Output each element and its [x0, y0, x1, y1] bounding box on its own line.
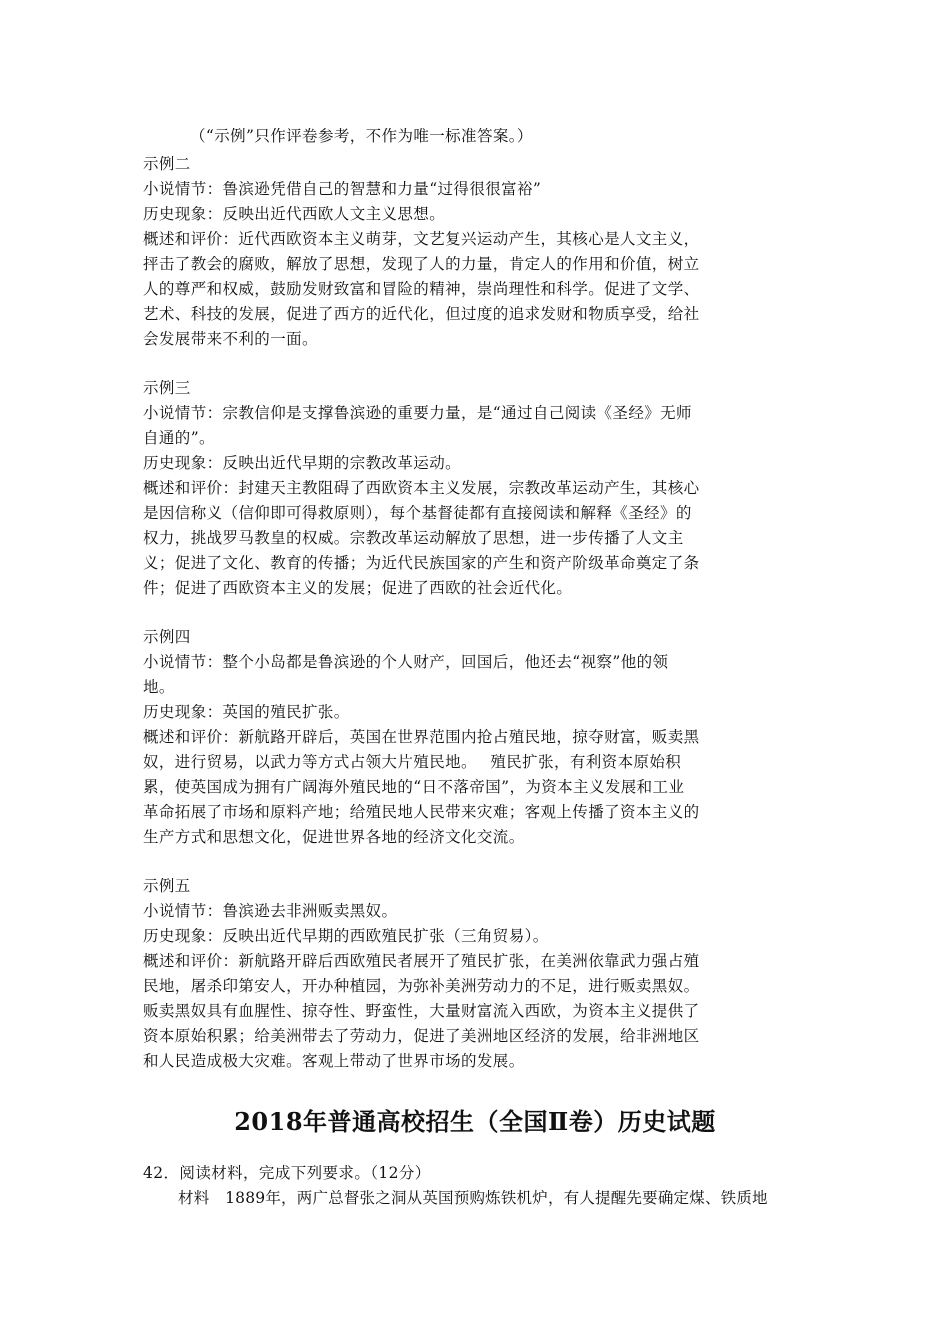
example-5-line: 资本原始积累；给美洲带去了劳动力，促进了美洲地区经济的发展，给非洲地区: [143, 1027, 700, 1045]
example-5-line: 历史现象：反映出近代早期的西欧殖民扩张（三角贸易）。: [143, 927, 549, 945]
example-4-line: 概述和评价：新航路开辟后，英国在世界范围内抢占殖民地，掠夺财富，贩卖黑: [143, 728, 700, 746]
example-3-line: 件；促进了西欧资本主义的发展；促进了西欧的社会近代化。: [143, 579, 573, 597]
example-5-line: 民地，屠杀印第安人，开办种植园，为弥补美洲劳动力的不足，进行贩卖黑奴。: [143, 977, 700, 995]
exam-title: 2018年普通高校招生（全国Ⅱ卷）历史试题: [234, 1107, 716, 1136]
example-3-line: 历史现象：反映出近代早期的宗教改革运动。: [143, 454, 462, 472]
example-3-title: 示例三: [143, 379, 191, 397]
question-material: 材料 1889年，两广总督张之洞从英国预购炼铁机炉，有人提醒先要确定煤、铁质地: [178, 1189, 768, 1207]
example-4-title: 示例四: [143, 628, 191, 646]
example-2-line: 抨击了教会的腐败，解放了思想，发现了人的力量，肯定人的作用和价值，树立: [143, 255, 700, 273]
example-2-line: 人的尊严和权威，鼓励发财致富和冒险的精神，崇尚理性和科学。促进了文学、: [143, 280, 700, 298]
example-3-line: 概述和评价：封建天主教阻碍了西欧资本主义发展，宗教改革运动产生，其核心: [143, 479, 700, 497]
question-prompt: 42．阅读材料，完成下列要求。（12分）: [143, 1164, 431, 1182]
example-2-line: 历史现象：反映出近代西欧人文主义思想。: [143, 205, 446, 223]
example-2-line: 小说情节：鲁滨逊凭借自己的智慧和力量“过得很很富裕”: [143, 180, 542, 198]
example-3-line: 自通的”。: [143, 429, 215, 447]
example-4-line: 历史现象：英国的殖民扩张。: [143, 703, 350, 721]
example-3-line: 义；促进了文化、教育的传播；为近代民族国家的产生和资产阶级革命奠定了条: [143, 554, 700, 572]
example-5-line: 概述和评价：新航路开辟后西欧殖民者展开了殖民扩张，在美洲依靠武力强占殖: [143, 952, 700, 970]
example-5-line: 贩卖黑奴具有血腥性、掠夺性、野蛮性，大量财富流入西欧，为资本主义提供了: [143, 1002, 700, 1020]
example-5-line: 和人民造成极大灾难。客观上带动了世界市场的发展。: [143, 1052, 525, 1070]
example-3-line: 是因信称义（信仰即可得救原则），每个基督徒都有直接阅读和解释《圣经》的: [143, 504, 692, 522]
example-4-line: 革命拓展了市场和原料产地；给殖民地人民带来灾难；客观上传播了资本主义的: [143, 803, 700, 821]
example-4-line: 累，使英国成为拥有广阔海外殖民地的“日不落帝国”，为资本主义发展和工业: [143, 778, 685, 796]
example-3-line: 小说情节：宗教信仰是支撑鲁滨逊的重要力量，是“通过自己阅读《圣经》无师: [143, 404, 692, 422]
example-2-line: 艺术、科技的发展，促进了西方的近代化，但过度的追求发财和物质享受，给社: [143, 305, 700, 323]
example-2-line: 概述和评价：近代西欧资本主义萌芽，文艺复兴运动产生，其核心是人文主义，: [143, 230, 700, 248]
example-4-line: 生产方式和思想文化，促进世界各地的经济文化交流。: [143, 828, 525, 846]
example-2-line: 会发展带来不利的一面。: [143, 330, 318, 348]
example-4-line: 奴，进行贸易，以武力等方式占领大片殖民地。 殖民扩张，有利资本原始积: [143, 753, 682, 771]
example-5-line: 小说情节：鲁滨逊去非洲贩卖黑奴。: [143, 902, 398, 920]
example-4-line: 地。: [143, 678, 175, 696]
example-3-line: 权力，挑战罗马教皇的权威。宗教改革运动解放了思想，进一步传播了人文主: [143, 529, 684, 547]
example-2-title: 示例二: [143, 155, 191, 173]
reference-note: （“示例”只作评卷参考，不作为唯一标准答案。）: [190, 127, 533, 145]
example-4-line: 小说情节：整个小岛都是鲁滨逊的个人财产，回国后，他还去“视察”他的领: [143, 653, 669, 671]
example-5-title: 示例五: [143, 877, 191, 895]
